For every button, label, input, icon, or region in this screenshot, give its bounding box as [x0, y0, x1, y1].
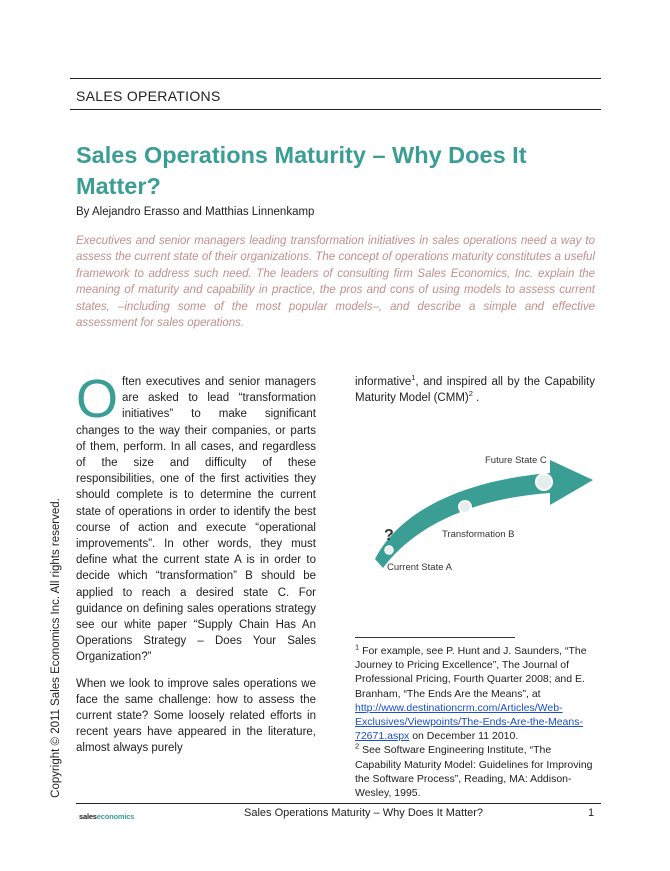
- page-number: 1: [588, 807, 595, 819]
- maturity-arrow: [375, 460, 593, 568]
- abstract: Executives and senior managers leading transformation initiatives in sales operations need a way to assess the current state of their organizations. The concept of operations maturity constitutes a useful framework to address such need. The leaders of consulting firm Sales Economics, Inc. explain the meaning of maturity and capability in practice, the pros and cons of using models to assess current states, –including some of the most popular models–, and describe a simple and effective assessment for sales operations.: [76, 235, 595, 330]
- section-label: SALES OPERATIONS: [76, 88, 221, 104]
- left-column: [76, 369, 316, 757]
- intro-paragraph: [76, 369, 316, 666]
- byline: By Alejandro Erasso and Matthias Linnenkamp: [76, 206, 315, 218]
- right-column: [355, 374, 595, 406]
- footnotes: [355, 644, 595, 800]
- maturity-diagram: [355, 440, 605, 590]
- running-title: Sales Operations Maturity – Why Does It Matter?: [244, 807, 484, 819]
- header-rule-bottom: [70, 109, 601, 110]
- question-mark: ?: [384, 527, 394, 544]
- header-rule: [70, 78, 601, 79]
- label-future-state: Future State C: [485, 455, 547, 466]
- footnote-2: [355, 743, 595, 800]
- right-paragraph: [355, 374, 595, 406]
- footnote-ref-2[interactable]: 2: [468, 389, 473, 399]
- right-text-a: informative: [355, 376, 412, 388]
- footnote-1: [355, 644, 595, 743]
- state-b-marker: [459, 501, 471, 513]
- article-title: Sales Operations Maturity – Why Does It Matter?: [76, 142, 527, 199]
- copyright-notice: Copyright © 2011 Sales Economics Inc. All rights reserved.: [50, 498, 62, 798]
- label-transformation: Transformation B: [442, 529, 515, 540]
- logo-text-economics: economics: [96, 812, 135, 821]
- right-text-c: .: [472, 392, 480, 405]
- state-c-marker: [536, 474, 552, 490]
- footnote-rule: [355, 637, 515, 638]
- right-text-b: , and inspired all by the Capability Maturity Model (CMM): [355, 376, 595, 405]
- footer-rule: [76, 803, 601, 804]
- logo-text-sales: sales: [79, 812, 97, 821]
- sales-economics-logo: [79, 812, 134, 821]
- footnote-1-text: For example, see P. Hunt and J. Saunders, “The Journey to Pricing Excellence”, The Journal of Professional Pricing, Fourth Quarter 2008; and E. Branham, “The Ends Are the Means”, at: [355, 645, 587, 700]
- footnote-1-link[interactable]: http://www.destinationcrm.com/Articles/Web-Exclusives/Viewpoints/The-Ends-Are-the-Means-72671.aspx: [355, 701, 583, 743]
- footnote-2-text: See Software Engineering Institute, “The Capability Maturity Model: Guidelines for Improving the Software Process”, Reading, MA: Addison-Wesley, 1995.: [355, 744, 593, 800]
- state-a-marker: [385, 546, 393, 554]
- second-paragraph: When we look to improve sales operations we face the same challenge: how to assess the current state? Some loosely related efforts in recent years have appeared in the literature, almost always purely: [76, 677, 316, 755]
- footnote-1-after: on December 11 2010.: [409, 730, 519, 743]
- label-current-state: Current State A: [387, 562, 452, 573]
- intro-paragraph-text: ften executives and senior managers are asked to lead “transformation initiatives” to make significant changes to the way their companies, or parts of them, perform. In all cases, and regardless of the size and difficulty of these responsibilities, one of the first activities they should complete is to determine the current state of operations in order to identify the best course of action and execute “operational improvements”. In other words, they must define what the current state A is in order to decide which “transformation” B should be applied to reach a desired state C. For guidance on defining sales operations strategy see our white paper “Supply Chain Has An Operations Strategy – Does Your Sales Organization?”: [76, 376, 316, 664]
- footnote-2-number: 2: [355, 741, 360, 751]
- footnote-1-number: 1: [355, 642, 360, 652]
- footnote-ref-1[interactable]: 1: [411, 373, 416, 383]
- drop-cap: O: [76, 369, 119, 429]
